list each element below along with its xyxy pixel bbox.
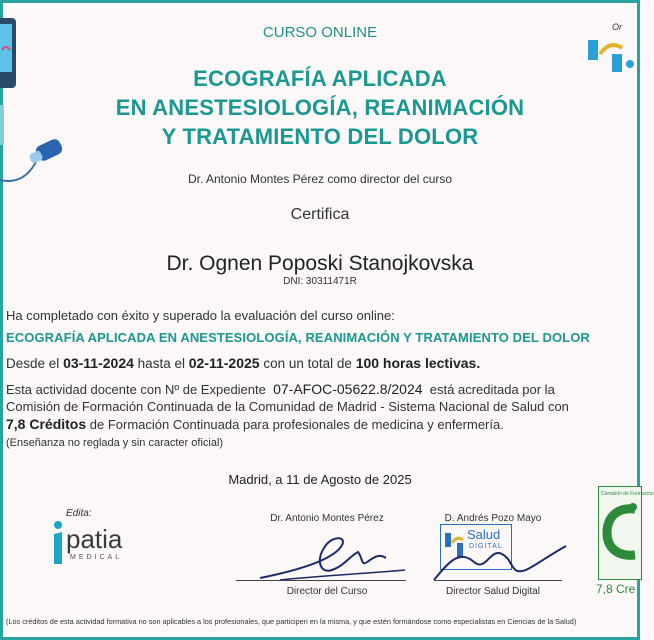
footnote: (Los créditos de esta actividad formativa no son aplicables a los profesionales, que participen en la misma, y que estén formándose como especialistas en Ciencias de la Salud) (6, 617, 577, 626)
hasta-label: hasta el (137, 356, 185, 371)
credits-amount: 7,8 Créditos (6, 416, 87, 432)
course-full-name: ECOGRAFÍA APLICADA EN ANESTESIOLOGÍA, REANIMACIÓN Y TRATAMIENTO DEL DOLOR (6, 330, 590, 345)
signature-2-line (434, 580, 562, 581)
start-date: 03-11-2024 (63, 355, 134, 371)
accreditation-suffix: está acreditada por la (429, 382, 555, 397)
issue-date-place: Madrid, a 11 de Agosto de 2025 (228, 472, 412, 487)
credits-description: de Formación Continuada para profesionales de medicina y enfermería. (89, 417, 504, 432)
signature-1-scribble (240, 530, 410, 585)
total-hours: 100 horas lectivas. (355, 355, 481, 371)
seal-text-top: Salud (467, 527, 501, 542)
signature-2-scribble (430, 540, 570, 585)
seal-credits-tag: 7,8 Cre (596, 582, 636, 596)
comision-seal-text: Comisión de Formación (601, 491, 654, 497)
recipient-name: Dr. Ognen Poposki Stanojkovska (166, 252, 474, 275)
signature-1-line (236, 580, 406, 581)
signatory-2-role: Director Salud Digital (446, 586, 540, 597)
end-date: 02-11-2025 (188, 355, 260, 371)
signatory-1-name: Dr. Antonio Montes Pérez (270, 513, 384, 524)
recipient-dni: DNI: 30311471R (283, 276, 357, 287)
accreditation-line-2: Comisión de Formación Continuada de la Comunidad de Madrid - Sistema Nacional de Salud con (6, 399, 569, 414)
completion-text: Ha completado con éxito y superado la evaluación del curso online: (6, 308, 395, 323)
signatory-2-name: D. Andrés Pozo Mayo (444, 513, 542, 524)
accreditation-line-1 (6, 381, 555, 397)
brand-main: patia (66, 524, 123, 554)
course-title-line-1: ECOGRAFÍA APLICADA (193, 66, 447, 91)
director-line: Dr. Antonio Montes Pérez como director del curso (187, 172, 453, 186)
seal-text-bottom: DIGITAL (469, 543, 503, 550)
desde-label: Desde el (6, 356, 60, 371)
ipatia-i-icon (50, 520, 66, 564)
top-right-fragment: Or (612, 22, 622, 32)
brand-sub: MEDICAL (70, 554, 123, 561)
course-dates (6, 355, 480, 371)
signatory-1-role: Director del Curso (286, 586, 368, 597)
accreditation-prefix: Esta actividad docente con Nº de Expediente (6, 382, 266, 397)
accreditation-line-3 (6, 416, 504, 432)
expediente-number: 07-AFOC-05622.8/2024 (273, 381, 423, 397)
course-type: CURSO ONLINE (262, 24, 378, 41)
course-title-line-3: Y TRATAMIENTO DEL DOLOR (161, 124, 479, 149)
course-title-line-2: EN ANESTESIOLOGÍA, REANIMACIÓN (115, 95, 525, 120)
comision-seal (598, 486, 654, 580)
ipatia-logo (50, 518, 130, 566)
certifica-label: Certifica (290, 206, 350, 223)
non-official-note: (Enseñanza no reglada y sin caracter oficial) (6, 437, 224, 449)
edita-label: Edita: (66, 508, 92, 519)
cfc-emblem-icon (601, 503, 641, 563)
total-label: con un total de (263, 356, 352, 371)
